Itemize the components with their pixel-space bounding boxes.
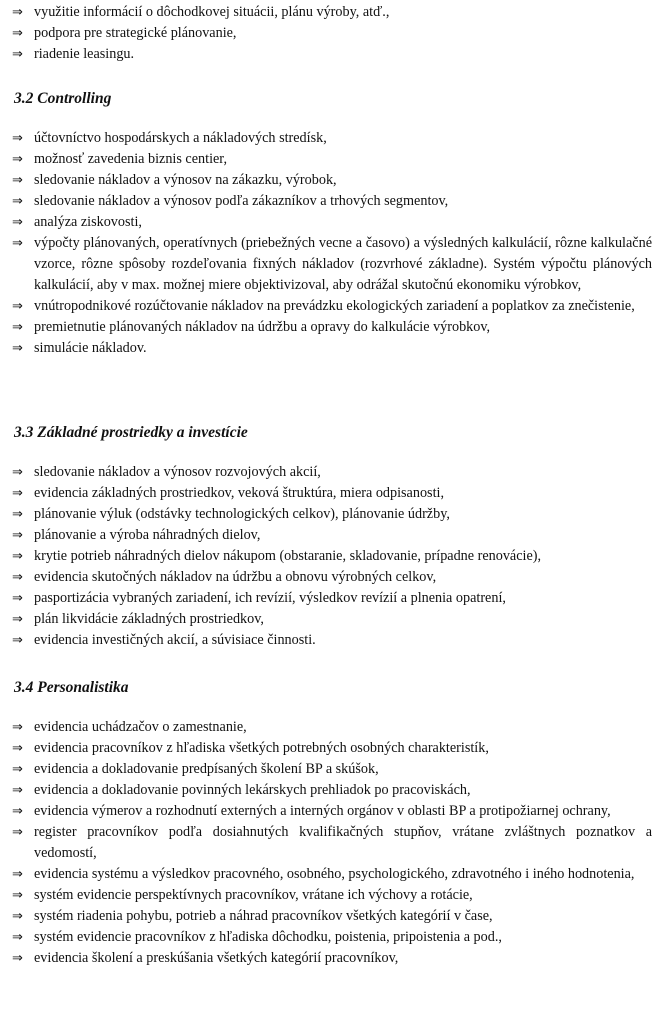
double-arrow-icon: ⇒: [12, 762, 23, 777]
double-arrow-icon: ⇒: [12, 570, 23, 585]
list-item: [12, 906, 652, 927]
double-arrow-icon: ⇒: [12, 215, 23, 230]
double-arrow-icon: ⇒: [12, 194, 23, 209]
double-arrow-icon: ⇒: [12, 720, 23, 735]
list-item: [12, 170, 652, 191]
double-arrow-icon: ⇒: [12, 173, 23, 188]
double-arrow-icon: ⇒: [12, 741, 23, 756]
list-item: [12, 44, 652, 65]
list-item: [12, 191, 652, 212]
list-item-text: účtovníctvo hospodárskych a nákladových stredísk,: [34, 130, 327, 146]
list-item: [12, 233, 652, 296]
list-item-text: systém riadenia pohybu, potrieb a náhrad pracovníkov všetkých kategórií v čase,: [34, 908, 493, 924]
double-arrow-icon: ⇒: [12, 591, 23, 606]
double-arrow-icon: ⇒: [12, 909, 23, 924]
list-item-text: evidencia uchádzačov o zamestnanie,: [34, 719, 247, 735]
list-item-text: riadenie leasingu.: [34, 46, 135, 62]
double-arrow-icon: ⇒: [12, 783, 23, 798]
personnel-list: [12, 717, 652, 969]
list-item-text: evidencia a dokladovanie povinných lekárskych prehliadok po pracoviskách,: [34, 782, 471, 798]
double-arrow-icon: ⇒: [12, 888, 23, 903]
list-item-text: plánovanie výluk (odstávky technologických celkov), plánovanie údržby,: [34, 506, 450, 522]
list-item: [12, 885, 652, 906]
list-item-text: systém evidencie perspektívnych pracovníkov, vrátane ich výchovy a rotácie,: [34, 887, 473, 903]
controlling-list: [12, 128, 652, 359]
list-item: [12, 23, 652, 44]
list-item-text: podpora pre strategické plánovanie,: [34, 25, 237, 41]
list-item: [12, 338, 652, 359]
list-item: [12, 149, 652, 170]
double-arrow-icon: ⇒: [12, 152, 23, 167]
list-item: [12, 630, 652, 651]
list-item-text: evidencia skutočných nákladov na údržbu a obnovu výrobných celkov,: [34, 569, 437, 585]
double-arrow-icon: ⇒: [12, 47, 23, 62]
list-item: [12, 504, 652, 525]
double-arrow-icon: ⇒: [12, 341, 23, 356]
list-item-text: výpočty plánovaných, operatívnych (priebežných vecne a časovo) a výsledných kalkulácií, rôzne kalkulačné vzorce, rôzne spôsoby rozdeľovania fixných nákladov (rozvrhové základne). Systém výpočtu plánových kalkulácií, aby v max. možnej miere objektivizoval, aby odrážal skutočnú ekonomiku výrobkov,: [34, 235, 652, 293]
double-arrow-icon: ⇒: [12, 486, 23, 501]
double-arrow-icon: ⇒: [12, 528, 23, 543]
list-item: [12, 567, 652, 588]
double-arrow-icon: ⇒: [12, 299, 23, 314]
double-arrow-icon: ⇒: [12, 236, 23, 251]
list-item-text: simulácie nákladov.: [34, 340, 147, 356]
list-item: [12, 780, 652, 801]
list-item: [12, 546, 652, 567]
list-item-text: využitie informácií o dôchodkovej situácii, plánu výroby, atď.,: [34, 4, 390, 20]
double-arrow-icon: ⇒: [12, 825, 23, 840]
double-arrow-icon: ⇒: [12, 549, 23, 564]
list-item: [12, 948, 652, 969]
double-arrow-icon: ⇒: [12, 930, 23, 945]
list-item: [12, 2, 652, 23]
list-item-text: evidencia a dokladovanie predpísaných školení BP a skúšok,: [34, 761, 379, 777]
list-item-text: evidencia výmerov a rozhodnutí externých a interných orgánov v oblasti BP a protipožiarnej ochrany,: [34, 803, 611, 819]
fixed-assets-list: [12, 462, 652, 651]
list-item-text: vnútropodnikové rozúčtovanie nákladov na prevádzku ekologických zariadení a poplatkov za znečistenie,: [34, 298, 635, 314]
list-item: [12, 317, 652, 338]
double-arrow-icon: ⇒: [12, 612, 23, 627]
list-item-text: register pracovníkov podľa dosiahnutých kvalifikačných stupňov, vrátane zvláštnych poznatkov a vedomostí,: [34, 824, 652, 861]
section-heading-personnel: 3.4 Personalistika: [14, 679, 129, 696]
list-item-text: plánovanie a výroba náhradných dielov,: [34, 527, 261, 543]
list-item-text: evidencia základných prostriedkov, veková štruktúra, miera odpisanosti,: [34, 485, 444, 501]
list-item: [12, 483, 652, 504]
double-arrow-icon: ⇒: [12, 320, 23, 335]
list-item-text: premietnutie plánovaných nákladov na údržbu a opravy do kalkulácie výrobkov,: [34, 319, 491, 335]
list-item-text: plán likvidácie základných prostriedkov,: [34, 611, 264, 627]
list-item: [12, 212, 652, 233]
list-item-text: pasportizácia vybraných zariadení, ich revízií, výsledkov revízií a plnenia opatrení,: [34, 590, 506, 606]
list-item: [12, 128, 652, 149]
list-item: [12, 801, 652, 822]
list-item: [12, 738, 652, 759]
list-item-text: evidencia systému a výsledkov pracovného, osobného, psychologického, zdravotného i iného hodnotenia,: [34, 866, 635, 882]
double-arrow-icon: ⇒: [12, 465, 23, 480]
list-item-text: analýza ziskovosti,: [34, 214, 142, 230]
double-arrow-icon: ⇒: [12, 867, 23, 882]
list-item-text: evidencia pracovníkov z hľadiska všetkých potrebných osobných charakteristík,: [34, 740, 489, 756]
list-item: [12, 822, 652, 864]
section-heading-controlling: 3.2 Controlling: [14, 90, 112, 107]
list-item: [12, 588, 652, 609]
list-item: [12, 609, 652, 630]
list-item-text: krytie potrieb náhradných dielov nákupom (obstaranie, skladovanie, prípadne renovácie),: [34, 548, 542, 564]
list-item: [12, 759, 652, 780]
list-item-text: sledovanie nákladov a výnosov rozvojových akcií,: [34, 464, 321, 480]
double-arrow-icon: ⇒: [12, 131, 23, 146]
double-arrow-icon: ⇒: [12, 633, 23, 648]
section-heading-fixed-assets: 3.3 Základné prostriedky a investície: [14, 424, 248, 441]
list-item-text: sledovanie nákladov a výnosov podľa zákazníkov a trhových segmentov,: [34, 193, 449, 209]
list-item-text: sledovanie nákladov a výnosov na zákazku, výrobok,: [34, 172, 337, 188]
list-item: [12, 296, 652, 317]
list-item: [12, 525, 652, 546]
intro-list: [12, 2, 652, 65]
list-item: [12, 864, 652, 885]
double-arrow-icon: ⇒: [12, 5, 23, 20]
double-arrow-icon: ⇒: [12, 507, 23, 522]
double-arrow-icon: ⇒: [12, 804, 23, 819]
list-item: [12, 927, 652, 948]
double-arrow-icon: ⇒: [12, 26, 23, 41]
list-item-text: evidencia školení a preskúšania všetkých kategórií pracovníkov,: [34, 950, 399, 966]
list-item: [12, 717, 652, 738]
list-item-text: evidencia investičných akcií, a súvisiace činnosti.: [34, 632, 316, 648]
double-arrow-icon: ⇒: [12, 951, 23, 966]
list-item-text: možnosť zavedenia biznis centier,: [34, 151, 228, 167]
list-item: [12, 462, 652, 483]
list-item-text: systém evidencie pracovníkov z hľadiska dôchodku, poistenia, pripoistenia a pod.,: [34, 929, 502, 945]
